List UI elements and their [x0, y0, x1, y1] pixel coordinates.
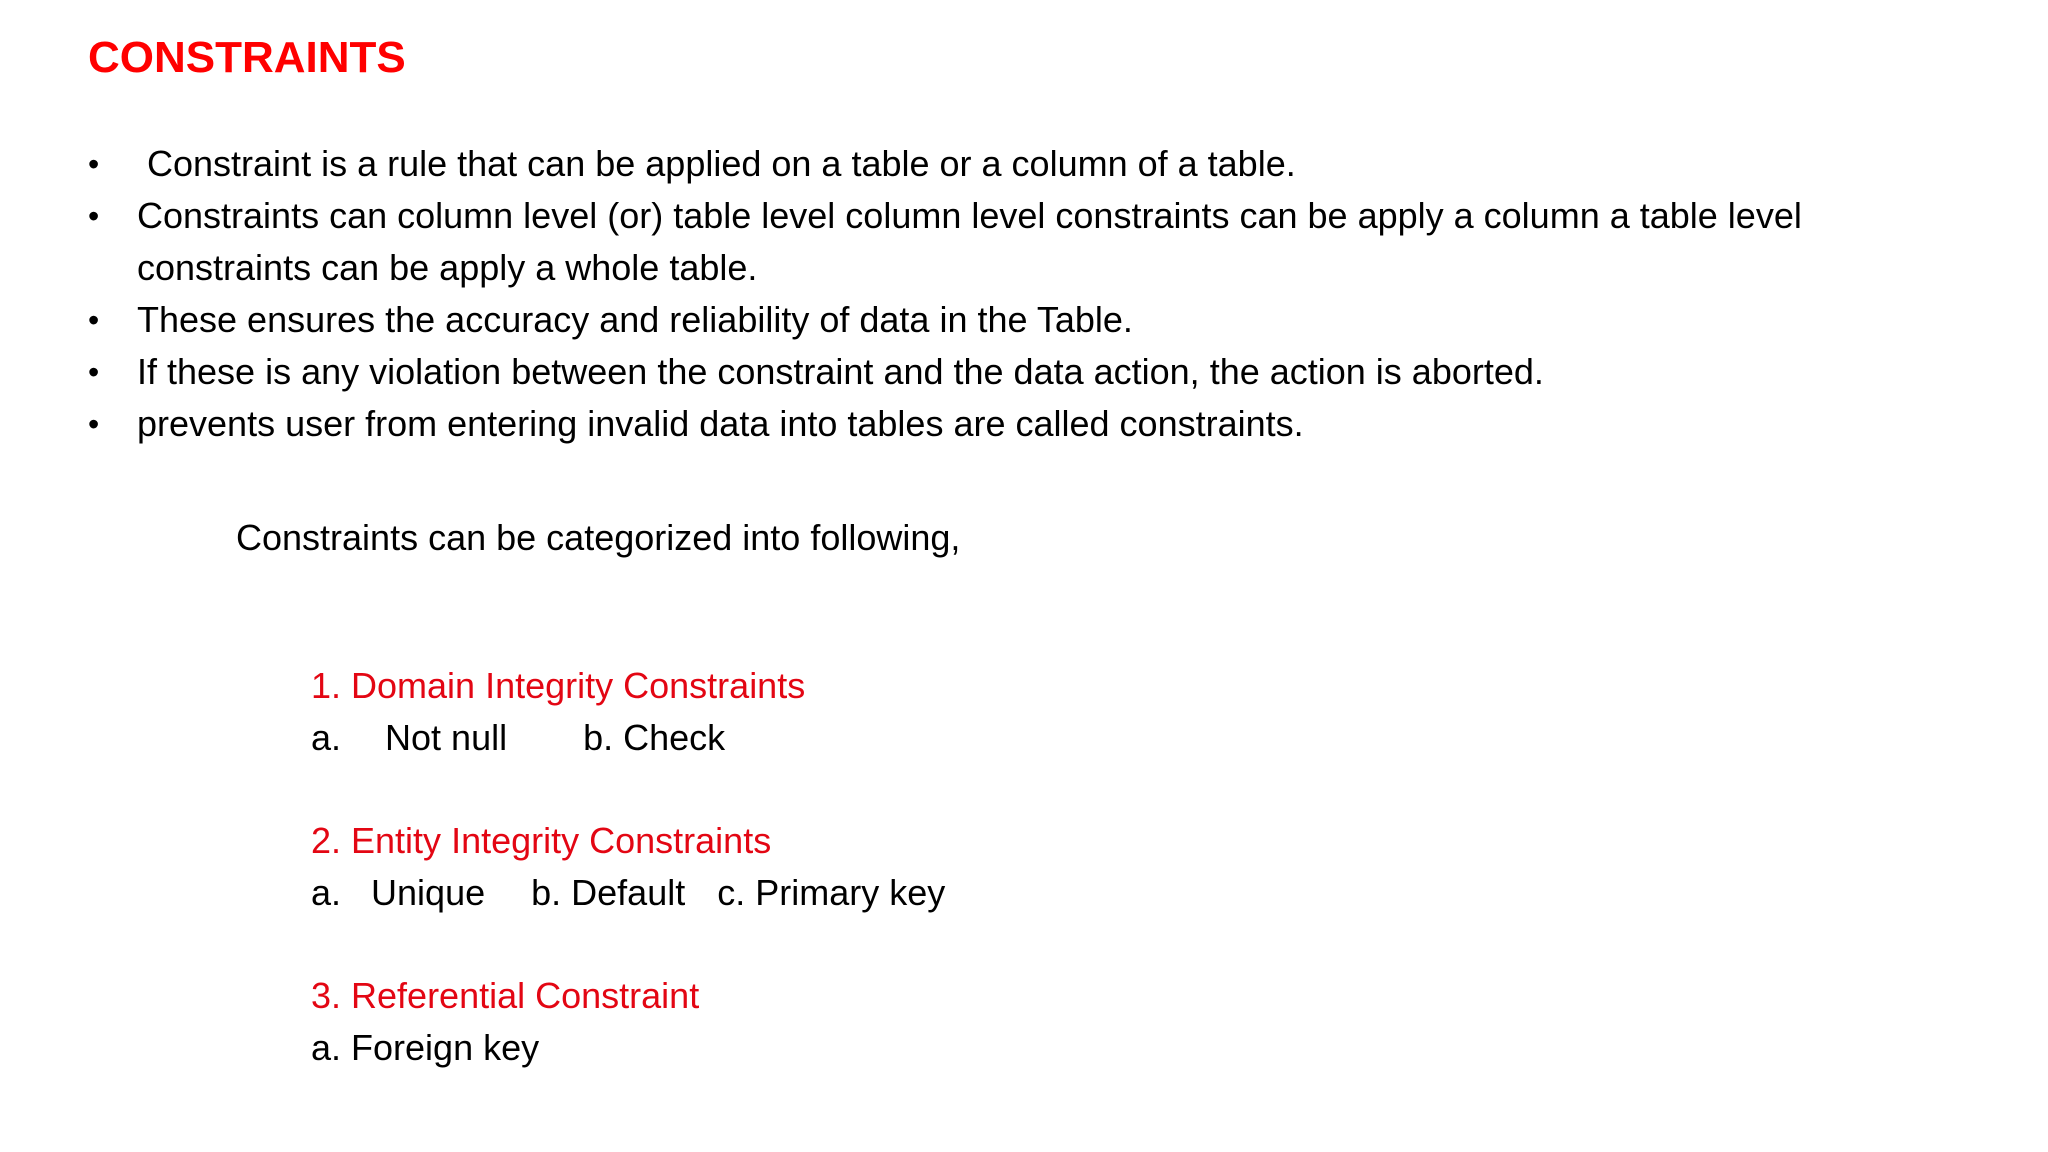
bullet-text: These ensures the accuracy and reliability of data in the Table. [137, 299, 1133, 340]
category-item: b. Default [531, 872, 686, 913]
bullet-text: If these is any violation between the constraint and the data action, the action is aborted. [137, 351, 1544, 392]
bullet-item [88, 398, 1988, 450]
bullet-text: Constraints can column level (or) table level column level constraints can be apply a column a table level constraints can be apply a whole table. [137, 195, 1802, 288]
bullet-text: Constraint is a rule that can be applied on a table or a column of a table. [147, 143, 1296, 184]
category-referential [311, 970, 699, 1074]
bullet-item [88, 346, 1988, 398]
bullet-icon: • [88, 354, 100, 390]
bullet-list [88, 138, 1988, 450]
category-item-marker: a. [311, 717, 342, 758]
bullet-icon: • [88, 302, 100, 338]
category-domain-integrity [311, 660, 805, 764]
category-heading: 1. Domain Integrity Constraints [311, 665, 806, 706]
category-items [311, 867, 945, 919]
category-item: Not null [385, 717, 508, 758]
category-item: a. Foreign key [311, 1027, 540, 1068]
category-item: b. Check [583, 717, 726, 758]
category-heading: 2. Entity Integrity Constraints [311, 820, 772, 861]
category-items [311, 1022, 699, 1074]
bullet-icon: • [88, 146, 100, 182]
bullet-icon: • [88, 198, 100, 234]
bullet-item [88, 190, 1988, 294]
category-item: Unique [371, 872, 486, 913]
category-item: c. Primary key [717, 872, 946, 913]
category-heading: 3. Referential Constraint [311, 975, 700, 1016]
category-item-marker: a. [311, 872, 342, 913]
categories-intro: Constraints can be categorized into following, [236, 517, 961, 558]
category-entity-integrity [311, 815, 945, 919]
bullet-icon: • [88, 406, 100, 442]
bullet-item [88, 138, 1988, 190]
category-items [311, 712, 805, 764]
slide-title: CONSTRAINTS [88, 33, 406, 82]
bullet-item [88, 294, 1988, 346]
bullet-text: prevents user from entering invalid data into tables are called constraints. [137, 403, 1304, 444]
